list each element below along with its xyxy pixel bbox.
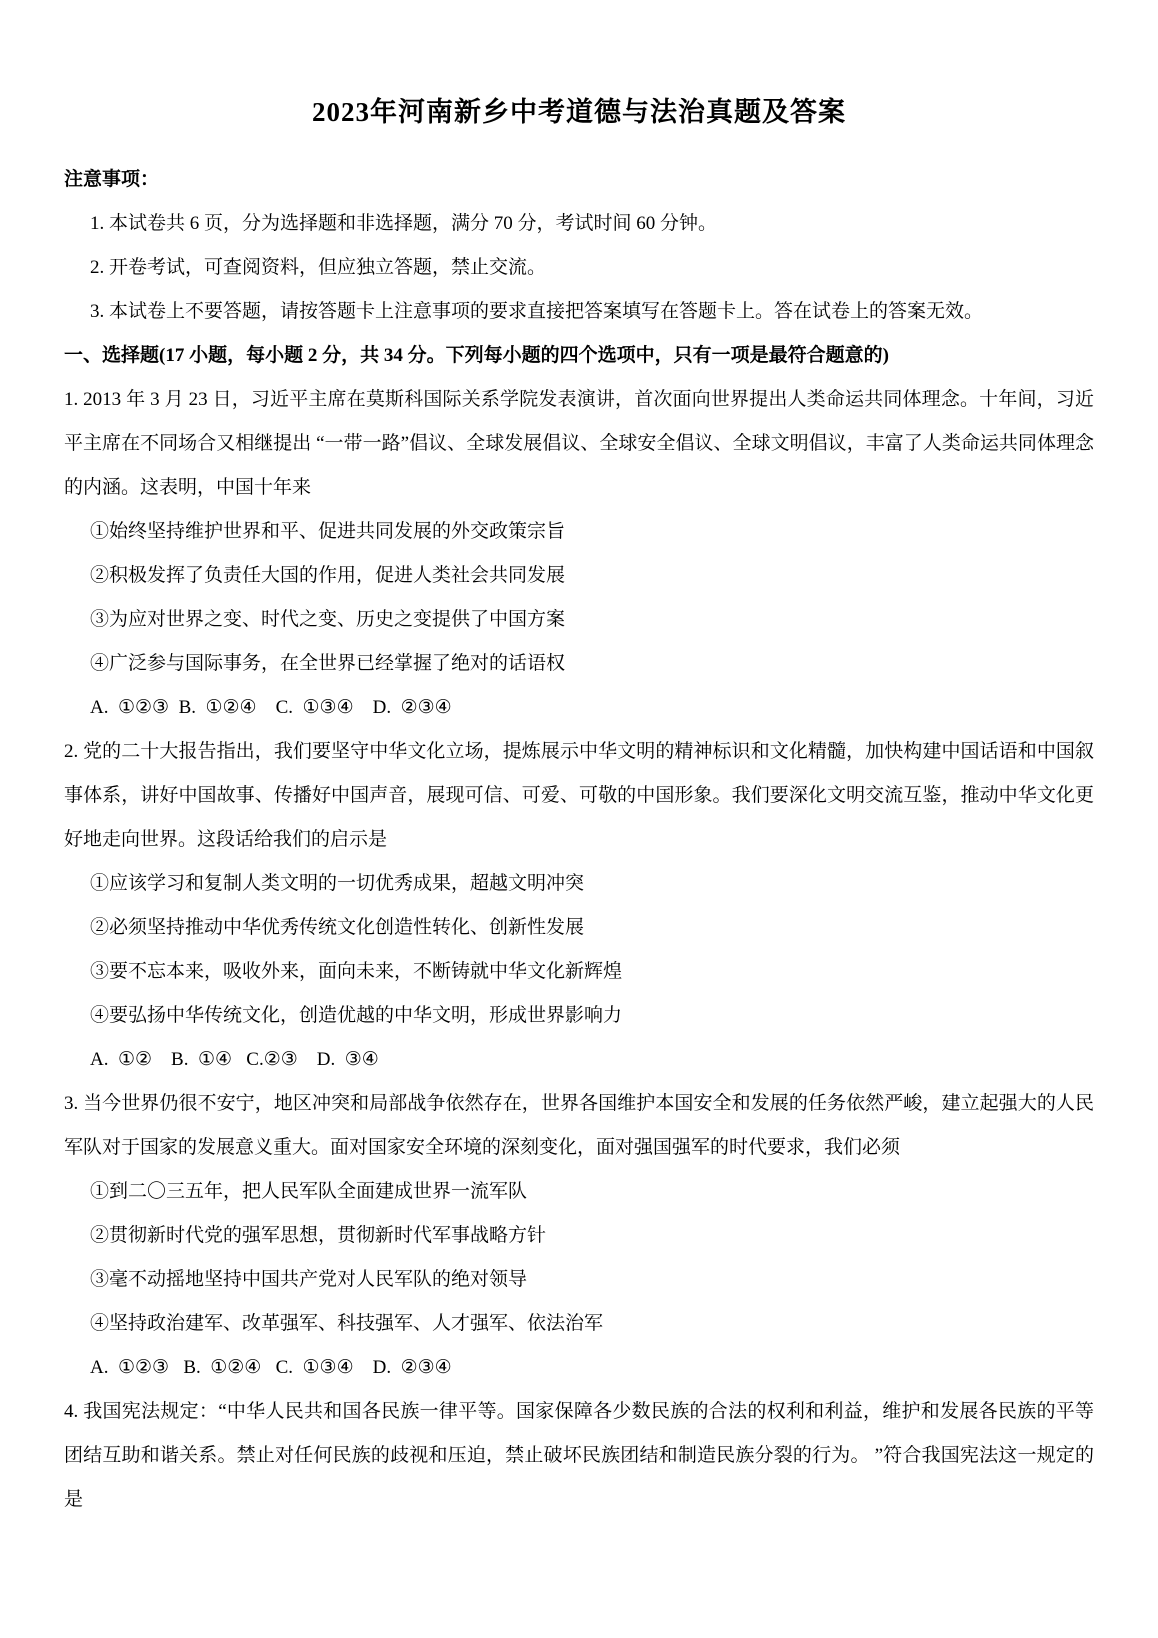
question-4: [64, 1390, 1094, 1522]
question-3-option-2: ②贯彻新时代党的强军思想，贯彻新时代军事战略方针: [90, 1225, 547, 1246]
question-1-option-2: ②积极发挥了负责任大国的作用，促进人类社会共同发展: [90, 565, 566, 586]
question-1-option-1: ①始终坚持维护世界和平、促进共同发展的外交政策宗旨: [90, 521, 566, 542]
page-title: 2023年河南新乡中考道德与法治真题及答案: [312, 97, 846, 127]
question-2-option-3: ③要不忘本来，吸收外来，面向未来，不断铸就中华文化新辉煌: [90, 961, 623, 982]
question-4-stem: 4. 我国宪法规定：“中华人民共和国各民族一律平等。国家保障各少数民族的合法的权利和利益，维护和发展各民族的平等团结互助和谐关系。禁止对任何民族的歧视和压迫，禁止破坏民族团结和制造民族分裂的行为。 ”符合我国宪法这一规定的是: [64, 1401, 1094, 1510]
notice-item-2: 2. 开卷考试，可查阅资料，但应独立答题，禁止交流。: [90, 257, 547, 278]
question-2-option-1: ①应该学习和复制人类文明的一切优秀成果，超越文明冲突: [90, 873, 585, 894]
notice-section: [64, 158, 1094, 334]
question-2-stem: 2. 党的二十大报告指出，我们要坚守中华文化立场，提炼展示中华文明的精神标识和文化精髓，加快构建中国话语和中国叙事体系，讲好中国故事、传播好中国声音，展现可信、可爱、可敬的中国形象。我们要深化文明交流互鉴，推动中华文化更好地走向世界。这段话给我们的启示是: [64, 741, 1094, 850]
question-1-option-3: ③为应对世界之变、时代之变、历史之变提供了中国方案: [90, 609, 566, 630]
question-3: [64, 1082, 1094, 1390]
question-2-option-4: ④要弘扬中华传统文化，创造优越的中华文明，形成世界影响力: [90, 1005, 623, 1026]
question-3-option-4: ④坚持政治建军、改革强军、科技强军、人才强军、依法治军: [90, 1313, 604, 1334]
question-3-stem: 3. 当今世界仍很不安宁，地区冲突和局部战争依然存在，世界各国维护本国安全和发展的任务依然严峻，建立起强大的人民军队对于国家的发展意义重大。面对国家安全环境的深刻变化，面对强国强军的时代要求，我们必须: [64, 1093, 1094, 1158]
question-3-option-1: ①到二〇三五年，把人民军队全面建成世界一流军队: [90, 1181, 528, 1202]
section-heading-multiple-choice: 一、选择题(17 小题，每小题 2 分，共 34 分。下列每小题的四个选项中，只有一项是最符合题意的): [64, 345, 889, 366]
question-1-option-4: ④广泛参与国际事务，在全世界已经掌握了绝对的话语权: [90, 653, 566, 674]
question-3-option-3: ③毫不动摇地坚持中国共产党对人民军队的绝对领导: [90, 1269, 528, 1290]
question-1-choice-line: A. ①②③ B. ①②④ C. ①③④ D. ②③④: [90, 697, 452, 718]
notice-heading: 注意事项：: [64, 169, 160, 190]
notice-item-1: 1. 本试卷共 6 页，分为选择题和非选择题，满分 70 分，考试时间 60 分钟。: [90, 213, 718, 234]
question-2-choice-line: A. ①② B. ①④ C.②③ D. ③④: [90, 1049, 379, 1070]
question-1: [64, 378, 1094, 730]
questions-container: [64, 378, 1094, 1522]
question-3-choice-line: A. ①②③ B. ①②④ C. ①③④ D. ②③④: [90, 1357, 452, 1378]
question-1-stem: 1. 2013 年 3 月 23 日，习近平主席在莫斯科国际关系学院发表演讲，首次面向世界提出人类命运共同体理念。十年间，习近平主席在不同场合又相继提出 “一带一路”倡议、全球发展倡议、全球安全倡议、全球文明倡议，丰富了人类命运共同体理念的内涵。这表明，中国十年来: [64, 389, 1094, 498]
question-2-option-2: ②必须坚持推动中华优秀传统文化创造性转化、创新性发展: [90, 917, 585, 938]
notice-item-3: 3. 本试卷上不要答题，请按答题卡上注意事项的要求直接把答案填写在答题卡上。答在试卷上的答案无效。: [90, 301, 984, 322]
question-2: [64, 730, 1094, 1082]
